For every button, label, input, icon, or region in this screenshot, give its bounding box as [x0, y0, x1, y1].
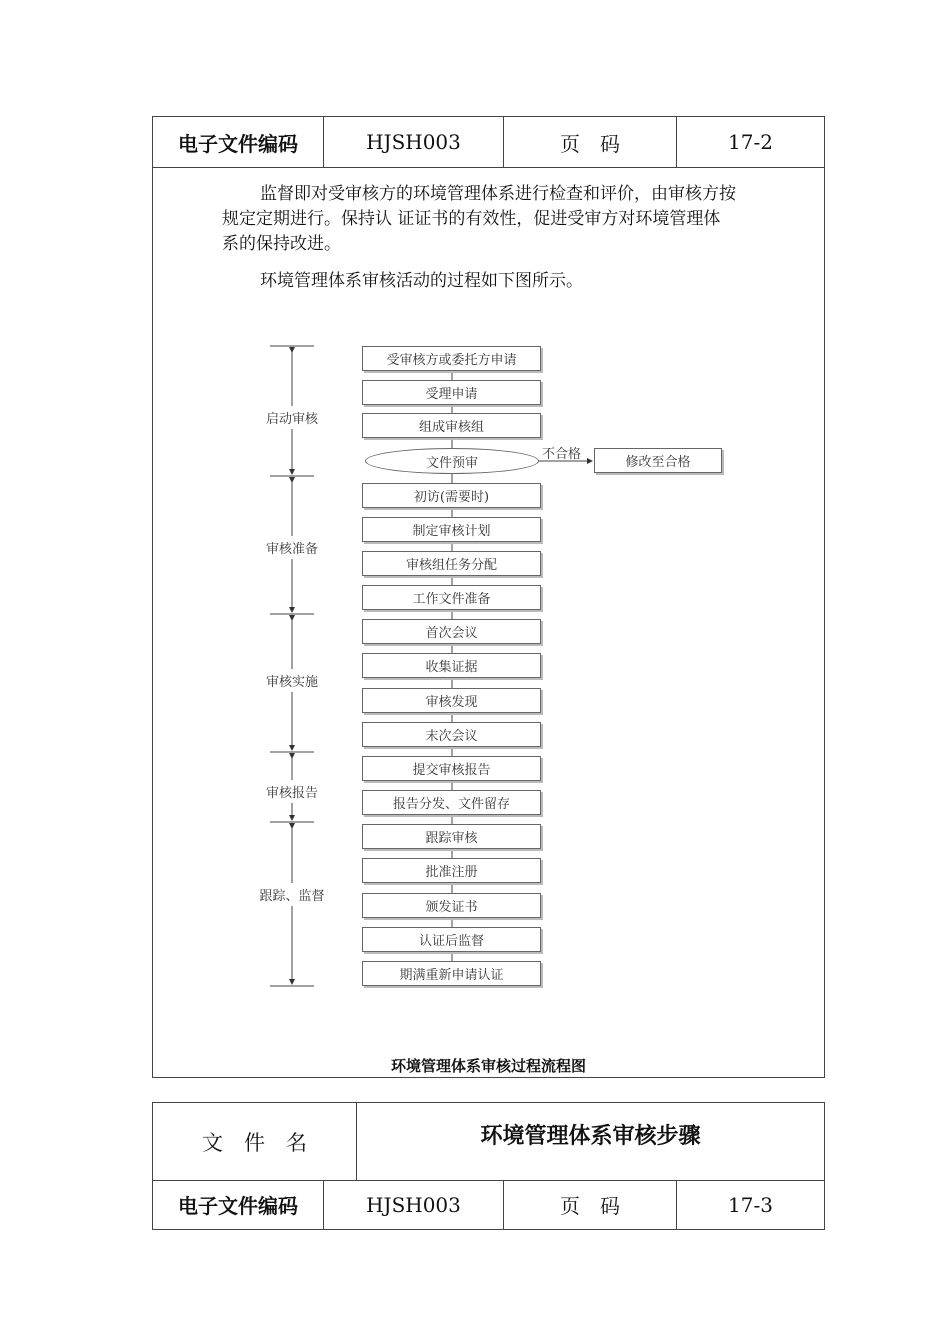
paragraph-line-1: 监督即对受审核方的环境管理体系进行检查和评价，由审核方按: [260, 184, 736, 204]
code-value: HJSH003: [324, 117, 504, 167]
header-table-bottom: [152, 1102, 825, 1230]
step-audit-findings: 审核发现: [362, 688, 541, 713]
phase-audit-preparation: 审核准备: [250, 536, 334, 559]
step-issue-certificate: 颁发证书: [362, 893, 541, 918]
code-label: 电子文件编码: [153, 117, 324, 167]
phase-audit-implementation: 审核实施: [250, 669, 334, 692]
file-name-value: 环境管理体系审核步骤: [480, 1124, 701, 1149]
step-approve-registration: 批准注册: [362, 858, 541, 883]
figure-caption: 环境管理体系审核过程流程图: [390, 1057, 586, 1075]
step-application: 受审核方或委托方申请: [362, 346, 541, 371]
step-surveillance: 认证后监督: [362, 927, 541, 952]
code-row: [153, 1180, 824, 1229]
step-follow-up-audit: 跟踪审核: [362, 824, 541, 849]
paragraph-line-3: 系的保持改进。: [222, 234, 341, 254]
step-distribute-report: 报告分发、文件留存: [362, 790, 541, 815]
step-document-review: 文件预审: [365, 448, 539, 474]
paragraph-2: 环境管理体系审核活动的过程如下图所示。: [260, 271, 583, 291]
paragraph-line-2: 规定定期进行。保持认 证证书的有效性，促进受审方对环境管理体: [222, 209, 721, 229]
code-label-2: 电子文件编码: [153, 1180, 324, 1229]
page-label: 页 码: [504, 117, 677, 167]
code-value-2: HJSH003: [324, 1180, 504, 1229]
step-initial-visit: 初访(需要时): [362, 483, 541, 508]
step-audit-plan: 制定审核计划: [362, 517, 541, 542]
step-collect-evidence: 收集证据: [362, 653, 541, 678]
step-closing-meeting: 末次会议: [362, 722, 541, 747]
step-task-assignment: 审核组任务分配: [362, 551, 541, 576]
page-value-2: 17-3: [728, 1192, 773, 1217]
step-accept-application: 受理申请: [362, 380, 541, 405]
file-name-label: 文 件 名: [153, 1103, 357, 1180]
phase-audit-report: 审核报告: [250, 780, 334, 803]
step-submit-report: 提交审核报告: [362, 756, 541, 781]
step-opening-meeting: 首次会议: [362, 619, 541, 644]
phase-start-audit: 启动审核: [250, 406, 334, 429]
reject-label: 不合格: [542, 447, 582, 462]
step-revise: 修改至合格: [594, 448, 722, 473]
page-value: 17-2: [728, 130, 773, 154]
step-recertification: 期满重新申请认证: [362, 961, 541, 986]
file-name-row: [153, 1103, 824, 1181]
step-form-team: 组成审核组: [362, 413, 541, 438]
step-work-documents: 工作文件准备: [362, 585, 541, 610]
phase-follow-up: 跟踪、监督: [250, 883, 334, 906]
page-label-2: 页 码: [504, 1180, 677, 1229]
